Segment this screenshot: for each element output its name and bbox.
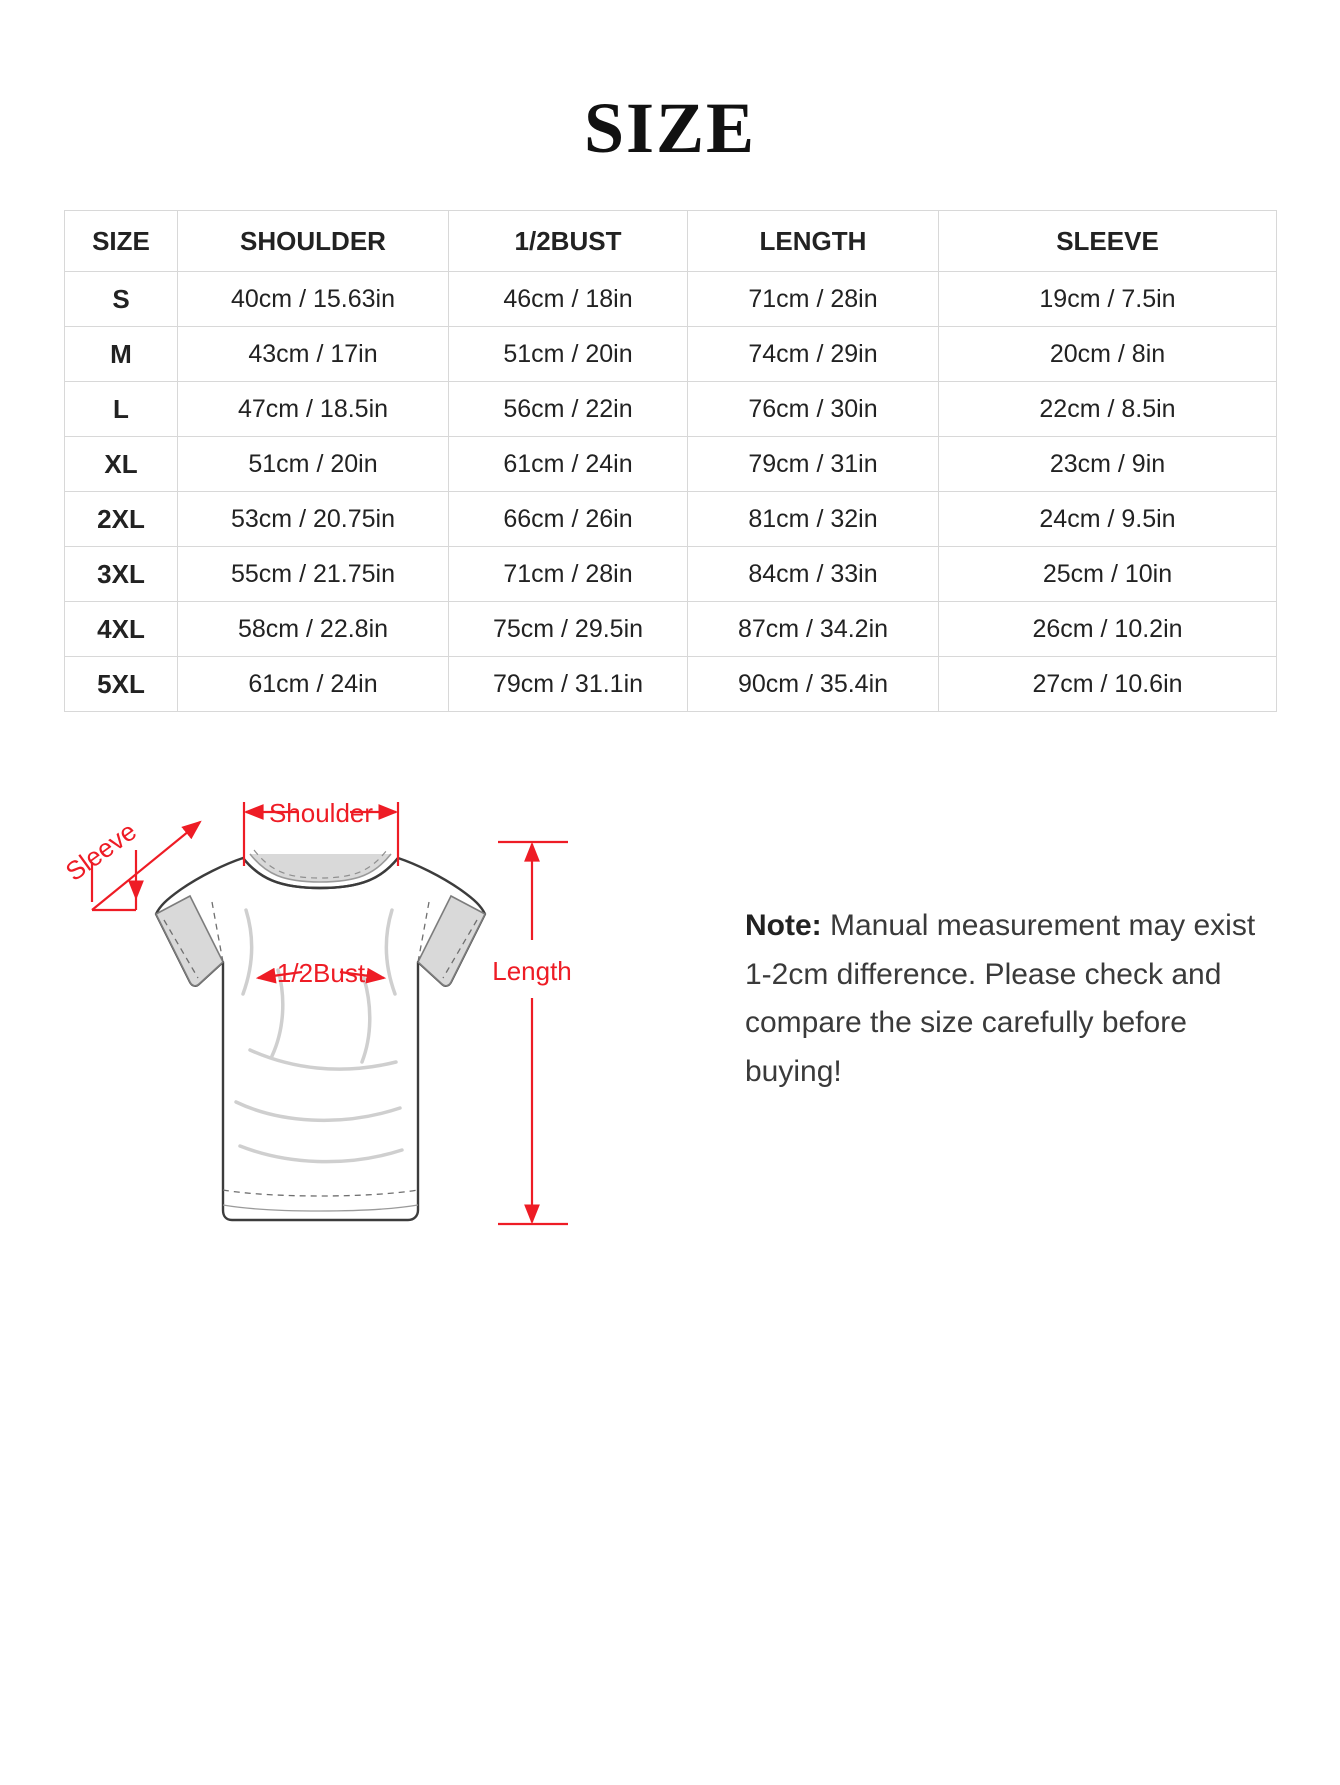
size-table <box>64 210 1277 712</box>
cell-bust: 61cm / 24in <box>449 437 688 492</box>
note-body: Manual measurement may exist 1-2cm difference. Please check and compare the size carefully before buying! <box>745 909 1256 1088</box>
cell-shoulder: 55cm / 21.75in <box>178 547 449 602</box>
cell-sleeve: 22cm / 8.5in <box>939 382 1277 437</box>
cell-length: 84cm / 33in <box>688 547 939 602</box>
tshirt-illustration <box>156 850 485 1220</box>
cell-length: 71cm / 28in <box>688 272 939 327</box>
cell-bust: 46cm / 18in <box>449 272 688 327</box>
cell-shoulder: 61cm / 24in <box>178 657 449 712</box>
table-row <box>65 382 1277 437</box>
cell-shoulder: 58cm / 22.8in <box>178 602 449 657</box>
cell-sleeve: 23cm / 9in <box>939 437 1277 492</box>
table-header-row <box>65 211 1277 272</box>
cell-size: M <box>65 327 178 382</box>
table-row <box>65 492 1277 547</box>
table-row <box>65 437 1277 492</box>
cell-length: 87cm / 34.2in <box>688 602 939 657</box>
cell-sleeve: 27cm / 10.6in <box>939 657 1277 712</box>
table-row <box>65 657 1277 712</box>
length-measure <box>492 842 572 1224</box>
cell-bust: 75cm / 29.5in <box>449 602 688 657</box>
page-title: SIZE <box>583 88 757 168</box>
cell-sleeve: 26cm / 10.2in <box>939 602 1277 657</box>
cell-shoulder: 53cm / 20.75in <box>178 492 449 547</box>
table-row <box>65 272 1277 327</box>
column-header-sleeve: SLEEVE <box>939 211 1277 272</box>
cell-length: 74cm / 29in <box>688 327 939 382</box>
cell-shoulder: 47cm / 18.5in <box>178 382 449 437</box>
cell-size: S <box>65 272 178 327</box>
cell-shoulder: 43cm / 17in <box>178 327 449 382</box>
table-row <box>65 327 1277 382</box>
cell-shoulder: 40cm / 15.63in <box>178 272 449 327</box>
note-label: Note: <box>745 909 822 942</box>
cell-sleeve: 25cm / 10in <box>939 547 1277 602</box>
cell-bust: 71cm / 28in <box>449 547 688 602</box>
measurement-guide <box>0 750 1340 1310</box>
cell-size: 2XL <box>65 492 178 547</box>
cell-size: XL <box>65 437 178 492</box>
size-table-container <box>64 210 1276 712</box>
cell-bust: 66cm / 26in <box>449 492 688 547</box>
cell-shoulder: 51cm / 20in <box>178 437 449 492</box>
tshirt-diagram <box>40 750 680 1290</box>
cell-length: 76cm / 30in <box>688 382 939 437</box>
cell-size: 3XL <box>65 547 178 602</box>
column-header-length: LENGTH <box>688 211 939 272</box>
column-header-bust: 1/2BUST <box>449 211 688 272</box>
table-row <box>65 547 1277 602</box>
bust-label: 1/2Bust <box>276 958 366 988</box>
cell-sleeve: 24cm / 9.5in <box>939 492 1277 547</box>
cell-bust: 79cm / 31.1in <box>449 657 688 712</box>
shoulder-label: Shoulder <box>268 798 374 828</box>
cell-sleeve: 20cm / 8in <box>939 327 1277 382</box>
cell-length: 81cm / 32in <box>688 492 939 547</box>
note-text <box>745 902 1285 1096</box>
cell-length: 90cm / 35.4in <box>688 657 939 712</box>
sleeve-label: Sleeve <box>59 815 142 887</box>
cell-bust: 51cm / 20in <box>449 327 688 382</box>
cell-length: 79cm / 31in <box>688 437 939 492</box>
cell-size: 5XL <box>65 657 178 712</box>
cell-size: L <box>65 382 178 437</box>
column-header-shoulder: SHOULDER <box>178 211 449 272</box>
table-row <box>65 602 1277 657</box>
length-label: Length <box>492 956 572 986</box>
cell-size: 4XL <box>65 602 178 657</box>
cell-bust: 56cm / 22in <box>449 382 688 437</box>
cell-sleeve: 19cm / 7.5in <box>939 272 1277 327</box>
column-header-size: SIZE <box>65 211 178 272</box>
